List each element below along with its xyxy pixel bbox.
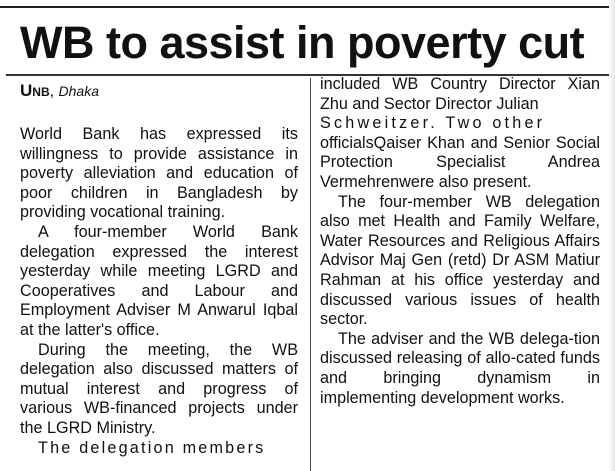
paragraph-4-continued-rest: officialsQaiser Khan and Senior Social Protection Specialist Andrea Vermehrenwere also present. bbox=[320, 133, 600, 191]
paragraph-2: A four-member World Bank delegation expressed the interest yesterday while meeting LGRD and Cooperatives and Labour and Employment Adviser M Anwarul Iqbal at the latter's office. bbox=[20, 222, 298, 339]
headline: WB to assist in poverty cut bbox=[20, 17, 585, 68]
paragraph-1: World Bank has expressed its willingness to provide assistance in poverty alleviation and education of poor children in Bangladesh by providing vocational training. bbox=[20, 125, 298, 222]
byline-separator: , bbox=[49, 83, 55, 100]
byline-place: Dhaka bbox=[58, 83, 99, 99]
left-column bbox=[20, 80, 298, 458]
paragraph-4-continued-line2: Schweitzer. Two other bbox=[320, 114, 546, 133]
paragraph-4-continued-line1: included WB Country Director Xian Zhu and Sector Director Julian bbox=[320, 75, 600, 113]
right-column bbox=[320, 75, 600, 408]
paragraph-4-start: The delegation members bbox=[38, 438, 266, 457]
paragraph-6: The adviser and the WB delega-tion discussed releasing of allo-cated funds and bringing dynamism in implementing development works. bbox=[320, 329, 600, 407]
page-edge-shadow bbox=[609, 0, 615, 471]
paragraph-3: During the meeting, the WB delegation also discussed matters of mutual interest and progress of various WB-financed projects under the LGRD Ministry. bbox=[20, 340, 298, 437]
paragraph-5: The four-member WB delegation also met Health and Family Welfare, Water Resources and Religious Affairs Advisor Maj Gen (retd) Dr ASM Matiur Rahman at his office yesterday and discussed various issues of health sector. bbox=[320, 192, 600, 329]
top-rule bbox=[0, 6, 615, 8]
column-divider bbox=[310, 78, 311, 471]
byline bbox=[20, 80, 298, 103]
byline-agency: Unb bbox=[20, 81, 50, 100]
